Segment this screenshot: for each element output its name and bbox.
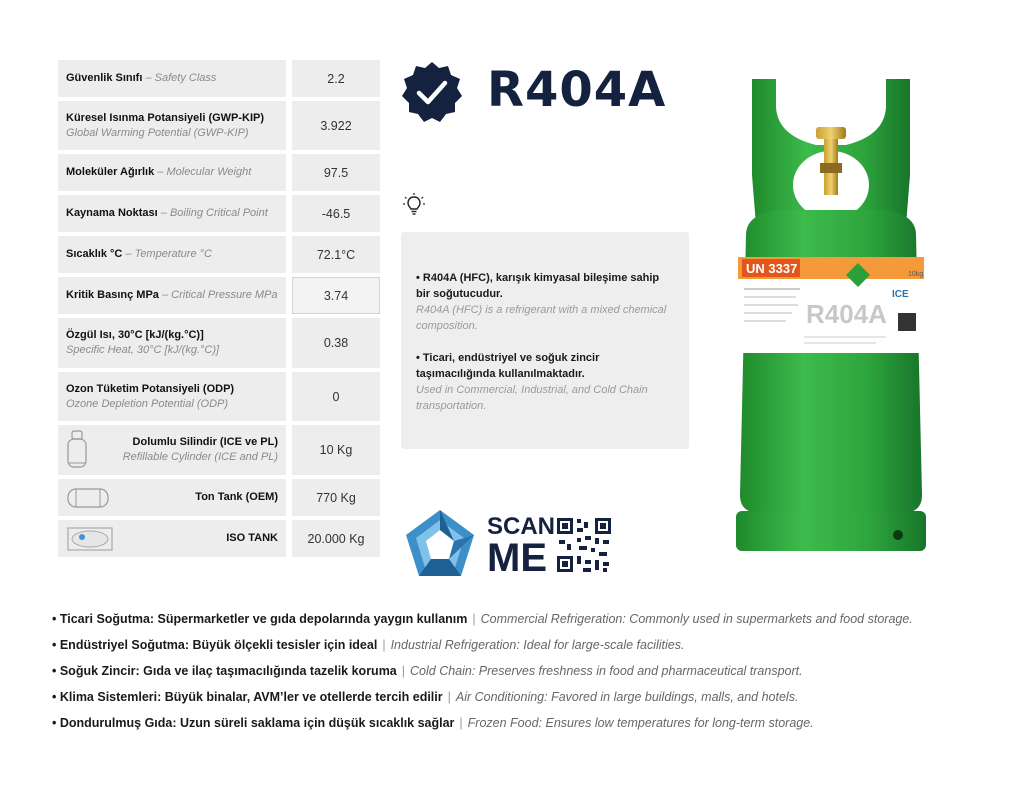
- property-value: 72.1°C: [292, 236, 380, 273]
- property-row-safety-class: Güvenlik Sınıfı – Safety Class 2.2: [58, 60, 380, 97]
- property-value: 0.38: [292, 318, 380, 368]
- property-label-en: Specific Heat, 30°C [kJ/(kg.°C)]: [66, 344, 220, 356]
- property-label-en: Safety Class: [154, 72, 217, 84]
- lightbulb-icon: [403, 193, 425, 222]
- property-label-tr: Ozon Tüketim Potansiyeli (ODP): [66, 382, 235, 395]
- property-label-en: Boiling Critical Point: [169, 207, 268, 219]
- property-label-tr: Kritik Basınç MPa: [66, 289, 159, 301]
- application-item: • Dondurulmuş Gıda: Uzun süreli saklama için düşük sıcaklık sağlar | Frozen Food: Ensures low temperatures for long-term storage.: [52, 716, 814, 730]
- property-label-tr: Güvenlik Sınıfı: [66, 72, 143, 84]
- info-item-en: Used in Commercial, Industrial, and Cold Chain transportation.: [416, 384, 648, 412]
- property-row-temperature: Sıcaklık °C – Temperature °C 72.1°C: [58, 236, 380, 273]
- container-row-iso-tank: [58, 520, 380, 557]
- property-label-en: Ozone Depletion Potential (ODP): [66, 397, 229, 410]
- property-label-en: Global Warming Potential (GWP-KIP): [66, 126, 249, 139]
- scan-label: SCAN: [487, 513, 556, 540]
- property-label-tr: Küresel Isınma Potansiyeli (GWP-KIP): [66, 111, 265, 124]
- container-label-tr: ISO TANK: [226, 532, 278, 544]
- info-item-tr: • Ticari, endüstriyel ve soğuk zincir taşımacılığında kullanılmaktadır.: [416, 352, 600, 380]
- label-brand: ICE: [892, 289, 909, 300]
- label-un-number: UN 3337: [746, 261, 798, 276]
- container-label-tr: Ton Tank (OEM): [195, 491, 278, 503]
- refrigerant-cylinder-image: [716, 75, 946, 560]
- iso-tank-icon: [66, 524, 116, 554]
- container-value: 20.000 Kg: [292, 520, 380, 557]
- label-weight: 10kg: [908, 271, 924, 278]
- property-label-en: Molecular Weight: [166, 166, 252, 178]
- qr-code-icon[interactable]: [555, 516, 613, 579]
- label-product-name: R404A: [806, 299, 887, 329]
- property-value: 0: [292, 372, 380, 421]
- property-value: 97.5: [292, 154, 380, 191]
- application-item: • Klima Sistemleri: Büyük binalar, AVM’ler ve otellerde tercih edilir | Air Conditioning: Favored in large buildings, malls, and hotels.: [52, 690, 799, 704]
- container-label-tr: Dolumlu Silindir (ICE ve PL): [132, 436, 278, 448]
- application-item: • Endüstriyel Soğutma: Büyük ölçekli tesisler için ideal | Industrial Refrigeration: Ideal for large-scale facilities.: [52, 638, 685, 652]
- property-value: -46.5: [292, 195, 380, 232]
- property-row-specific-heat: [58, 318, 380, 368]
- ton-tank-icon: [66, 486, 116, 510]
- info-box: [401, 232, 689, 449]
- property-row-critical-pressure: Kritik Basınç MPa – Critical Pressure MPa 3.74: [58, 277, 380, 314]
- property-label-en: Critical Pressure MPa: [171, 289, 278, 301]
- container-value: 10 Kg: [292, 425, 380, 475]
- property-row-molecular-weight: Moleküler Ağırlık – Molecular Weight 97.5: [58, 154, 380, 191]
- container-value: 770 Kg: [292, 479, 380, 516]
- property-label-tr: Kaynama Noktası: [66, 207, 158, 219]
- me-label: ME: [487, 536, 547, 580]
- property-value: 2.2: [292, 60, 380, 97]
- application-item: • Soğuk Zincir: Gıda ve ilaç taşımacılığında tazelik koruma | Cold Chain: Preserves freshness in food and pharmaceutical transport.: [52, 664, 803, 678]
- info-item-en: R404A (HFC) is a refrigerant with a mixed chemical composition.: [416, 304, 667, 332]
- property-label-tr: Moleküler Ağırlık: [66, 166, 155, 178]
- property-value: 3.74: [292, 277, 380, 314]
- property-row-gwp: [58, 101, 380, 150]
- scan-me-text: [487, 513, 556, 580]
- container-label-en: Refillable Cylinder (ICE and PL): [122, 451, 278, 463]
- property-row-odp: [58, 372, 380, 421]
- info-item-tr: • R404A (HFC), karışık kimyasal bileşime sahip bir soğutucudur.: [416, 272, 660, 300]
- properties-table: [58, 60, 380, 561]
- verified-check-icon: [400, 60, 464, 124]
- property-row-boiling-point: Kaynama Noktası – Boiling Critical Point -46.5: [58, 195, 380, 232]
- container-row-ton-tank: [58, 479, 380, 516]
- application-item: • Ticari Soğutma: Süpermarketler ve gıda depolarında yaygın kullanım | Commercial Refrigeration: Commonly used in supermarkets and food storage.: [52, 612, 913, 626]
- cylinder-icon: [66, 430, 116, 470]
- property-label-tr: Özgül Isı, 30°C [kJ/(kg.°C)]: [66, 329, 204, 341]
- ice-logo-icon: [404, 508, 476, 580]
- container-row-refillable-cylinder: [58, 425, 380, 475]
- property-value: 3.922: [292, 101, 380, 150]
- applications-list: [52, 606, 1012, 736]
- property-label-en: Temperature °C: [134, 248, 212, 260]
- property-label-tr: Sıcaklık °C: [66, 248, 123, 260]
- product-title: R404A: [487, 62, 667, 118]
